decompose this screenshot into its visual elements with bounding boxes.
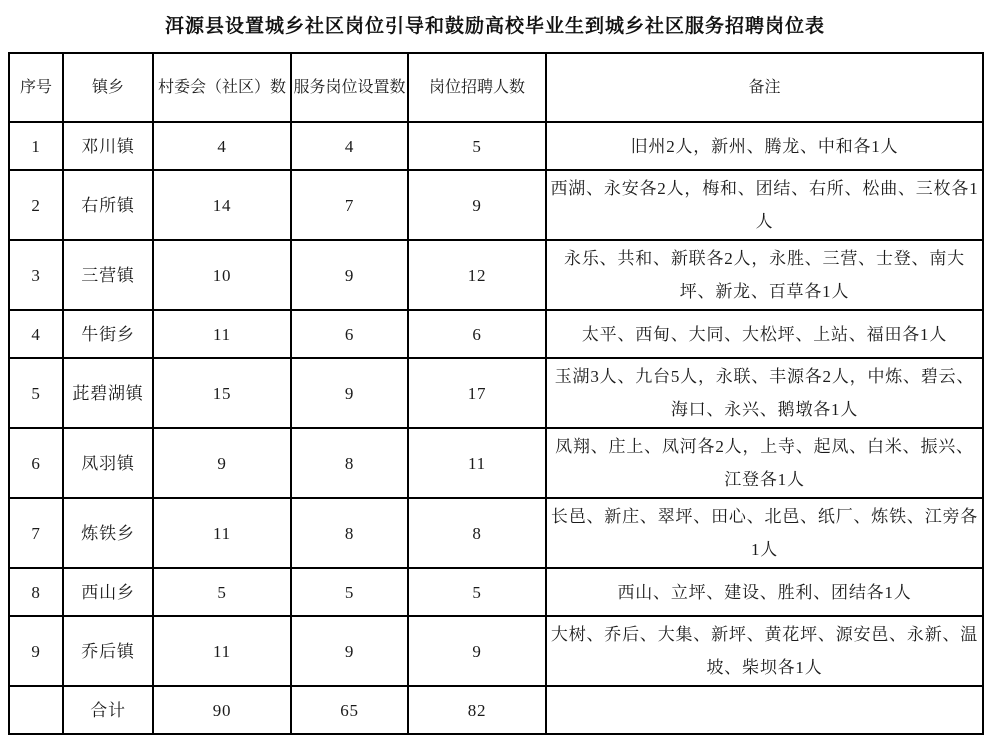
- table-cell: 11: [153, 498, 291, 568]
- table-cell: 永乐、共和、新联各2人，永胜、三营、士登、南大坪、新龙、百草各1人: [546, 240, 983, 310]
- table-cell: 9: [408, 616, 546, 686]
- column-header: 岗位招聘人数: [408, 53, 546, 122]
- table-cell: 太平、西甸、大同、大松坪、上站、福田各1人: [546, 310, 983, 358]
- table-row: [9, 498, 983, 568]
- table-cell: 15: [153, 358, 291, 428]
- table-row: [9, 428, 983, 498]
- table-cell: 5: [9, 358, 63, 428]
- table-cell: 9: [291, 616, 408, 686]
- table-cell: 4: [291, 122, 408, 170]
- table-cell: 3: [9, 240, 63, 310]
- table-cell: 长邑、新庄、翠坪、田心、北邑、纸厂、炼铁、江旁各1人: [546, 498, 983, 568]
- table-cell: 大树、乔后、大集、新坪、黄花坪、源安邑、永新、温坡、柴坝各1人: [546, 616, 983, 686]
- table-cell: 8: [291, 498, 408, 568]
- table-cell: 右所镇: [63, 170, 153, 240]
- table-cell: 5: [291, 568, 408, 616]
- table-cell: 4: [9, 310, 63, 358]
- table-cell: 牛街乡: [63, 310, 153, 358]
- table-cell: 玉湖3人、九台5人，永联、丰源各2人，中炼、碧云、海口、永兴、鹅墩各1人: [546, 358, 983, 428]
- total-cell: 90: [153, 686, 291, 734]
- total-row: [9, 686, 983, 734]
- table-cell: 9: [153, 428, 291, 498]
- page-title: 洱源县设置城乡社区岗位引导和鼓励高校毕业生到城乡社区服务招聘岗位表: [164, 16, 825, 37]
- total-cell: [9, 686, 63, 734]
- table-cell: 12: [408, 240, 546, 310]
- table-cell: 三营镇: [63, 240, 153, 310]
- table-cell: 6: [408, 310, 546, 358]
- table-body: [9, 122, 983, 734]
- table-cell: 乔后镇: [63, 616, 153, 686]
- table-cell: 西湖、永安各2人，梅和、团结、右所、松曲、三枚各1人: [546, 170, 983, 240]
- table-cell: 17: [408, 358, 546, 428]
- table-cell: 8: [408, 498, 546, 568]
- table-cell: 旧州2人，新州、腾龙、中和各1人: [546, 122, 983, 170]
- column-header: 序号: [9, 53, 63, 122]
- table-cell: 11: [153, 616, 291, 686]
- total-cell: 82: [408, 686, 546, 734]
- table-cell: 6: [291, 310, 408, 358]
- table-cell: 炼铁乡: [63, 498, 153, 568]
- table-cell: 6: [9, 428, 63, 498]
- table-row: [9, 240, 983, 310]
- total-cell: [546, 686, 983, 734]
- table-row: [9, 358, 983, 428]
- table-cell: 凤羽镇: [63, 428, 153, 498]
- table-cell: 2: [9, 170, 63, 240]
- column-header: 镇乡: [63, 53, 153, 122]
- header-row: [9, 53, 983, 122]
- table-cell: 9: [291, 358, 408, 428]
- table-cell: 7: [291, 170, 408, 240]
- table-row: [9, 310, 983, 358]
- table-cell: 1: [9, 122, 63, 170]
- table-cell: 7: [9, 498, 63, 568]
- total-cell: 合计: [63, 686, 153, 734]
- table-cell: 5: [408, 568, 546, 616]
- table-cell: 14: [153, 170, 291, 240]
- table-cell: 9: [9, 616, 63, 686]
- table-cell: 西山、立坪、建设、胜利、团结各1人: [546, 568, 983, 616]
- table-cell: 茈碧湖镇: [63, 358, 153, 428]
- column-header: 服务岗位设置数: [291, 53, 408, 122]
- table-cell: 8: [291, 428, 408, 498]
- table-cell: 11: [408, 428, 546, 498]
- table-cell: 5: [408, 122, 546, 170]
- table-cell: 4: [153, 122, 291, 170]
- table-row: [9, 616, 983, 686]
- table-cell: 10: [153, 240, 291, 310]
- table-cell: 8: [9, 568, 63, 616]
- table-cell: 凤翔、庄上、凤河各2人，上寺、起凤、白米、振兴、江登各1人: [546, 428, 983, 498]
- table-row: [9, 568, 983, 616]
- column-header: 村委会（社区）数: [153, 53, 291, 122]
- total-cell: 65: [291, 686, 408, 734]
- recruitment-table: [8, 52, 984, 735]
- table-cell: 9: [291, 240, 408, 310]
- table-cell: 西山乡: [63, 568, 153, 616]
- column-header: 备注: [546, 53, 983, 122]
- table-cell: 邓川镇: [63, 122, 153, 170]
- table-cell: 5: [153, 568, 291, 616]
- table-cell: 9: [408, 170, 546, 240]
- table-header: [9, 53, 983, 122]
- table-row: [9, 170, 983, 240]
- table-row: [9, 122, 983, 170]
- table-cell: 11: [153, 310, 291, 358]
